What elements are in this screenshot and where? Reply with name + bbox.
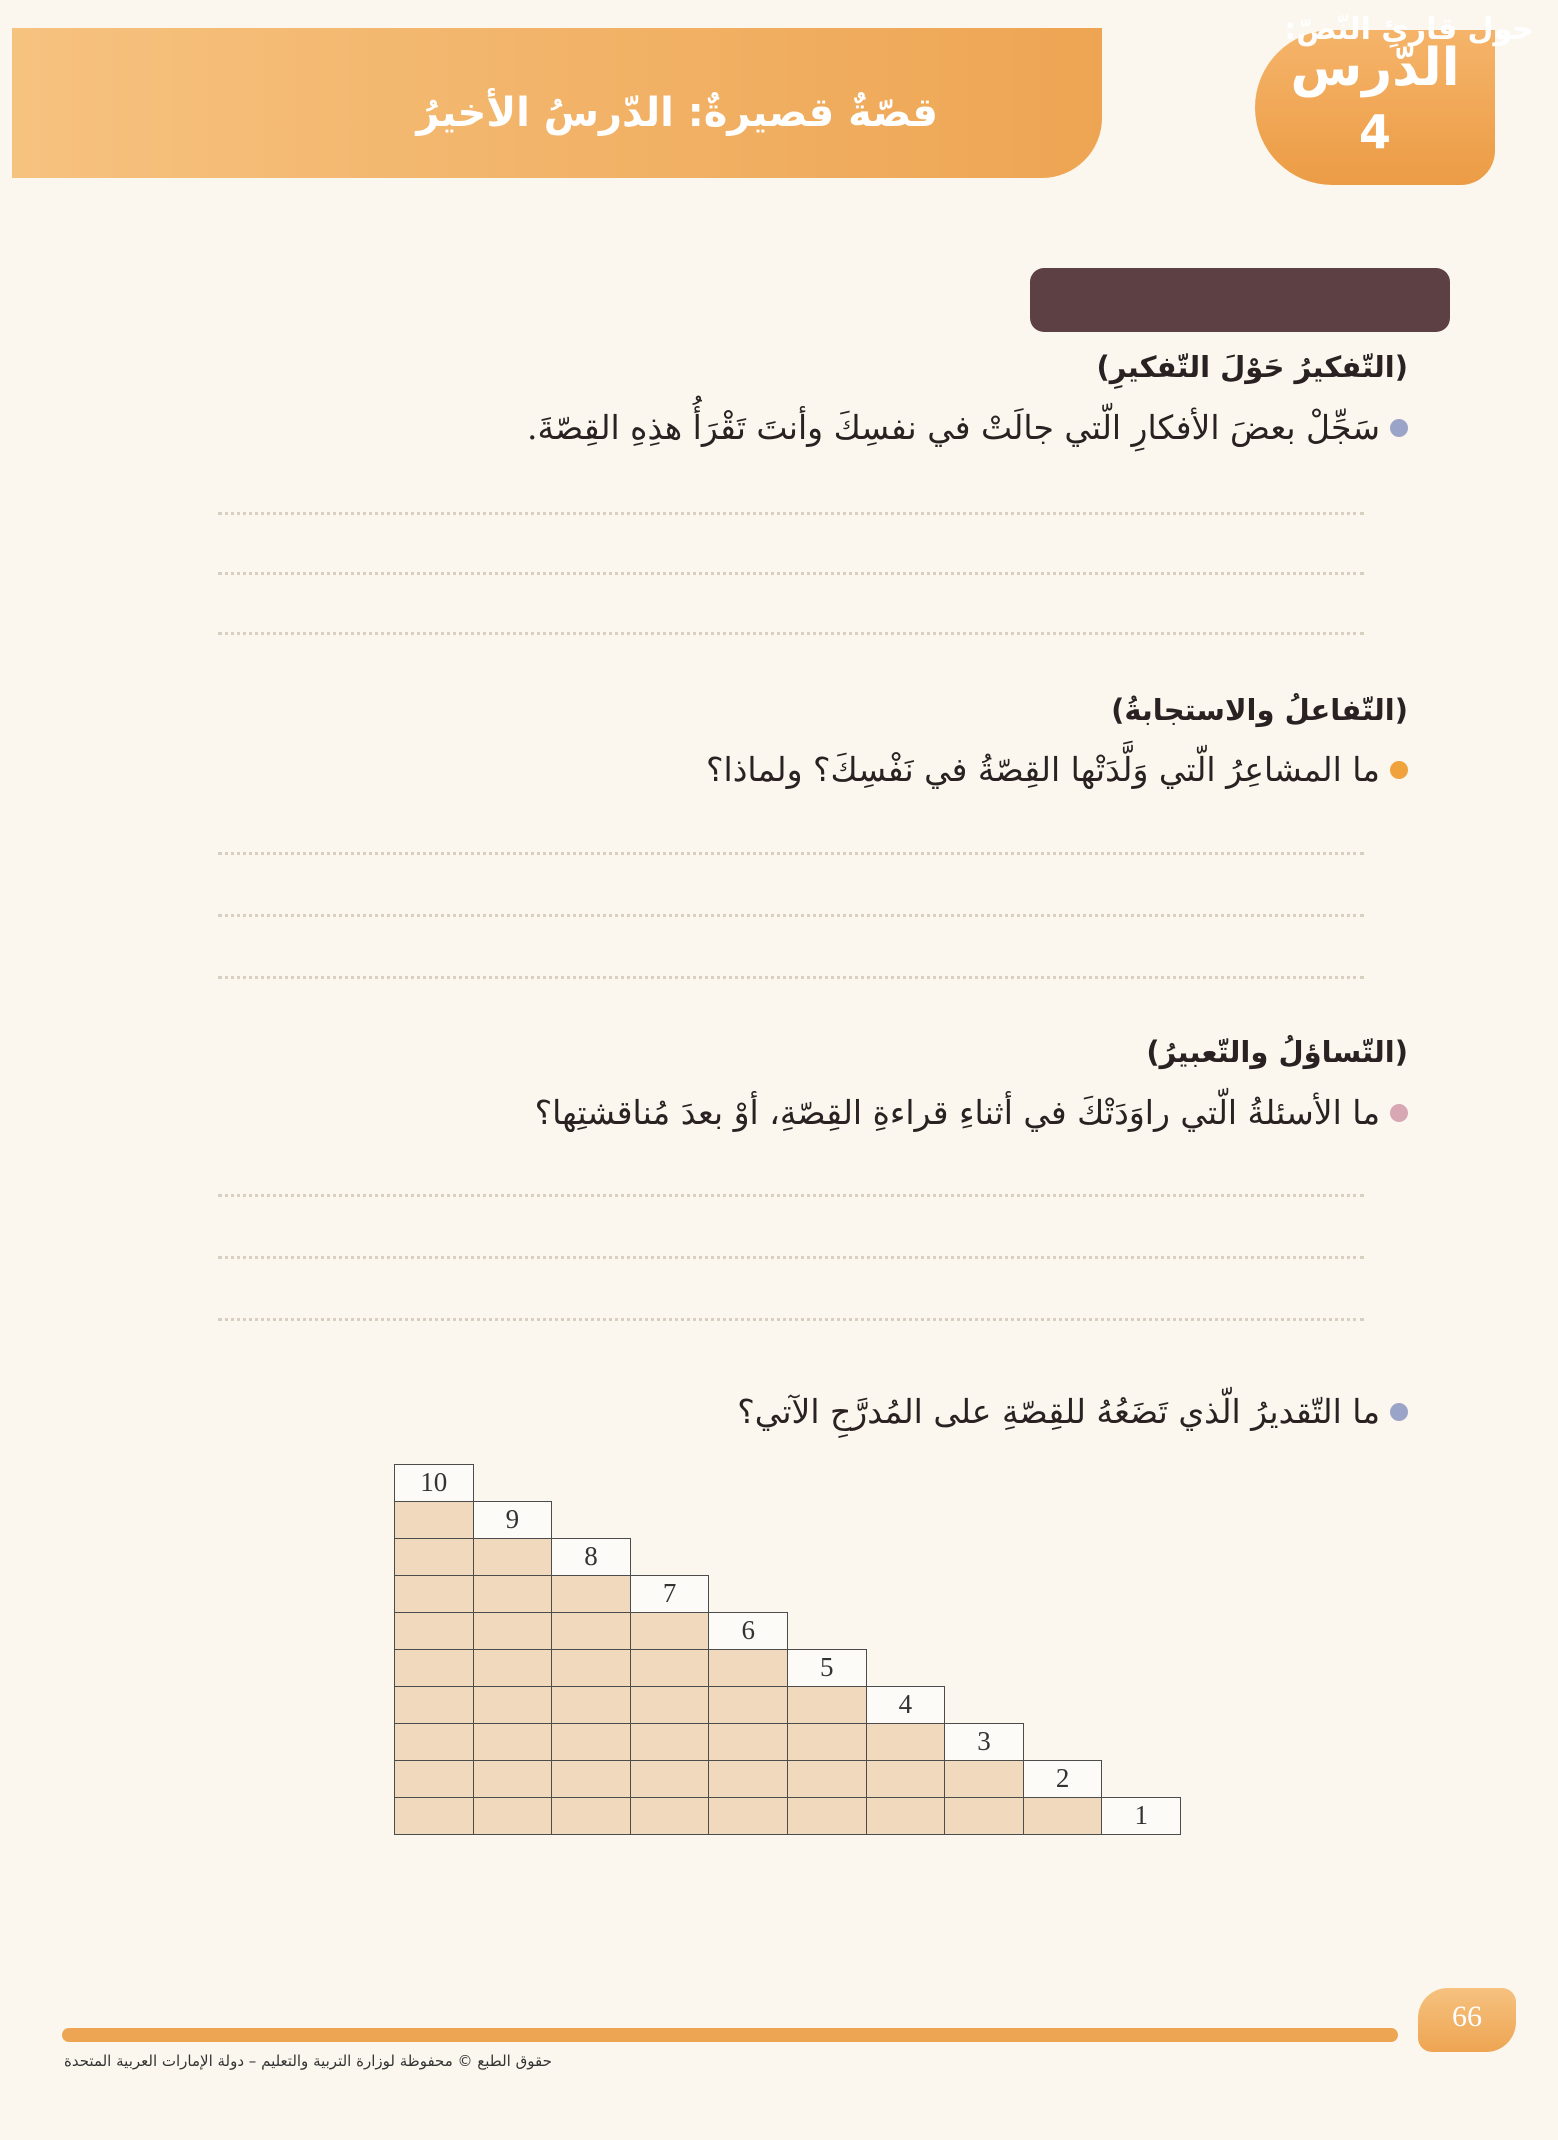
question-feelings bbox=[706, 750, 1408, 789]
answer-line[interactable] bbox=[218, 1318, 1364, 1321]
rating-cell bbox=[473, 1686, 553, 1724]
question-questions bbox=[535, 1093, 1408, 1132]
rating-option-10[interactable]: 10 bbox=[394, 1464, 474, 1502]
rating-cell bbox=[787, 1760, 867, 1798]
rating-cell bbox=[394, 1797, 474, 1835]
rating-cell bbox=[394, 1612, 474, 1650]
rating-cell bbox=[394, 1575, 474, 1613]
section-heading-response: (التّفاعلُ والاستجابةُ) bbox=[1111, 693, 1408, 727]
rating-cell bbox=[630, 1723, 710, 1761]
rating-cell bbox=[630, 1649, 710, 1687]
page-title: قصّةٌ قصيرةٌ: الدّرسُ الأخيرُ bbox=[416, 90, 938, 136]
answer-line[interactable] bbox=[218, 852, 1364, 855]
lesson-number: 4 bbox=[1358, 105, 1391, 159]
rating-cell bbox=[551, 1575, 631, 1613]
rating-cell bbox=[630, 1612, 710, 1650]
rating-option-7[interactable]: 7 bbox=[630, 1575, 710, 1613]
rating-cell bbox=[708, 1723, 788, 1761]
answer-line[interactable] bbox=[218, 1256, 1364, 1259]
section-heading-questioning: (التّساؤلُ والتّعبيرُ) bbox=[1146, 1035, 1408, 1069]
rating-option-6[interactable]: 6 bbox=[708, 1612, 788, 1650]
rating-cell bbox=[866, 1760, 946, 1798]
bullet-icon bbox=[1390, 1104, 1408, 1122]
rating-cell bbox=[394, 1760, 474, 1798]
bullet-icon bbox=[1390, 1403, 1408, 1421]
rating-cell bbox=[1023, 1797, 1103, 1835]
rating-cell bbox=[630, 1686, 710, 1724]
question-rating bbox=[737, 1392, 1408, 1431]
answer-line[interactable] bbox=[218, 1194, 1364, 1197]
rating-cell bbox=[630, 1760, 710, 1798]
rating-option-3[interactable]: 3 bbox=[944, 1723, 1024, 1761]
rating-cell bbox=[551, 1649, 631, 1687]
rating-option-8[interactable]: 8 bbox=[551, 1538, 631, 1576]
rating-option-5[interactable]: 5 bbox=[787, 1649, 867, 1687]
answer-line[interactable] bbox=[218, 976, 1364, 979]
rating-cell bbox=[630, 1797, 710, 1835]
question-text: ما التّقديرُ الّذي تَضَعُهُ للقِصّةِ على المُدرَّجِ الآتي؟ bbox=[737, 1392, 1380, 1431]
rating-cell bbox=[708, 1649, 788, 1687]
rating-cell bbox=[394, 1686, 474, 1724]
rating-option-4[interactable]: 4 bbox=[866, 1686, 946, 1724]
question-text: سَجِّلْ بعضَ الأفكارِ الّتي جالَتْ في نفسِكَ وأنتَ تَقْرَأُ هذِهِ القِصّةَ. bbox=[526, 408, 1380, 447]
rating-option-9[interactable]: 9 bbox=[473, 1501, 553, 1539]
rating-cell bbox=[944, 1797, 1024, 1835]
footer-bar bbox=[62, 2028, 1398, 2042]
copyright-notice: حقوق الطبع © محفوظة لوزارة التربية والتعليم – دولة الإمارات العربية المتحدة bbox=[64, 2052, 552, 2070]
rating-cell bbox=[394, 1723, 474, 1761]
rating-cell bbox=[473, 1797, 553, 1835]
rating-cell bbox=[551, 1797, 631, 1835]
answer-line[interactable] bbox=[218, 632, 1364, 635]
question-thoughts bbox=[527, 408, 1408, 447]
answer-line[interactable] bbox=[218, 914, 1364, 917]
rating-cell bbox=[708, 1760, 788, 1798]
rating-cell bbox=[394, 1538, 474, 1576]
rating-cell bbox=[551, 1612, 631, 1650]
question-text: ما المشاعِرُ الّتي وَلَّدَتْها القِصّةُ في نَفْسِكَ؟ ولماذا؟ bbox=[706, 750, 1380, 789]
section-banner-label: حول قارئِ النّصّ: bbox=[1284, 12, 1534, 47]
rating-cell bbox=[473, 1612, 553, 1650]
rating-cell bbox=[551, 1760, 631, 1798]
section-banner bbox=[1030, 268, 1450, 332]
rating-option-2[interactable]: 2 bbox=[1023, 1760, 1103, 1798]
question-text: ما الأسئلةُ الّتي راوَدَتْكَ في أثناءِ قراءةِ القِصّةِ، أوْ بعدَ مُناقشتِها؟ bbox=[534, 1093, 1380, 1132]
rating-cell bbox=[473, 1760, 553, 1798]
rating-cell bbox=[866, 1797, 946, 1835]
answer-line[interactable] bbox=[218, 572, 1364, 575]
rating-cell bbox=[473, 1575, 553, 1613]
bullet-icon bbox=[1390, 761, 1408, 779]
lesson-label: الدّرس bbox=[1290, 38, 1460, 98]
rating-option-1[interactable]: 1 bbox=[1101, 1797, 1181, 1835]
rating-cell bbox=[944, 1760, 1024, 1798]
rating-cell bbox=[708, 1797, 788, 1835]
rating-cell bbox=[473, 1538, 553, 1576]
page-number: 66 bbox=[1452, 2000, 1482, 2033]
rating-cell bbox=[787, 1797, 867, 1835]
rating-cell bbox=[473, 1649, 553, 1687]
bullet-icon bbox=[1390, 419, 1408, 437]
rating-cell bbox=[394, 1501, 474, 1539]
rating-cell bbox=[787, 1723, 867, 1761]
rating-cell bbox=[551, 1723, 631, 1761]
rating-cell bbox=[787, 1686, 867, 1724]
rating-cell bbox=[708, 1686, 788, 1724]
answer-line[interactable] bbox=[218, 512, 1364, 515]
rating-cell bbox=[394, 1649, 474, 1687]
rating-cell bbox=[866, 1723, 946, 1761]
section-heading-thinking: (التّفكيرُ حَوْلَ التّفكيرِ) bbox=[1096, 350, 1408, 384]
rating-cell bbox=[551, 1686, 631, 1724]
rating-cell bbox=[473, 1723, 553, 1761]
